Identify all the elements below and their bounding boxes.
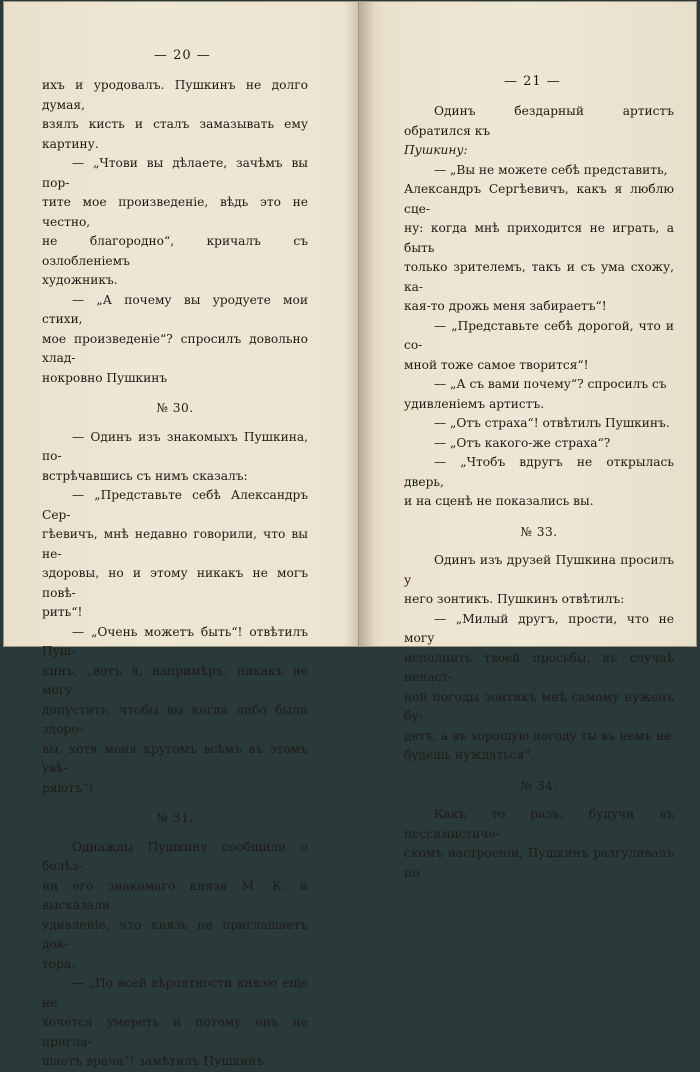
text-line: ной погоды зонтикъ мнѣ самому нуженъ бу- [404, 689, 674, 723]
text-line: — „Представьте себѣ Александръ Сер- [42, 488, 308, 522]
text-line: исполнить твоей просьбы, въ случаѣ ненаст- [404, 650, 674, 684]
text-line: — „А съ вами почему“? спросилъ съ [434, 377, 667, 391]
text-line: ну: когда мнѣ приходится не играть, а быть [404, 221, 674, 255]
text-line: — „А почему вы уродуете мои стихи, [42, 292, 308, 326]
text-line: рить“! [42, 605, 83, 619]
text-line: мной тоже самое творится“! [404, 357, 589, 372]
text-line: — „Вы не можете себѣ представить, [434, 162, 668, 177]
text-line: него зонтикъ. Пушкинъ отвѣтилъ: [404, 592, 625, 606]
section-heading: № 31. [156, 811, 194, 825]
text-line: удивленіемъ артистъ. [404, 396, 545, 411]
section-heading: № 34. [520, 778, 558, 793]
text-line: — „Представьте себѣ дорогой, что и со- [404, 318, 674, 352]
text-line: вы, хотя меня кругомъ всѣмъ въ этомъ увѣ- [42, 741, 308, 775]
text-line: тора. [42, 956, 76, 971]
text-line: гѣевичъ, мнѣ недавно говорили, что вы не- [42, 527, 308, 561]
book-spread [4, 2, 696, 1068]
text-line: Пушкину: [404, 143, 468, 157]
text-line: — „Отъ какого-же страха“? [434, 435, 611, 450]
left-page-text [42, 76, 308, 1072]
text-line: — „Милый другъ, прости, что не могу [404, 611, 674, 645]
page-number-left: — 20 — [154, 48, 211, 63]
text-line: кинъ, „вотъ я, напримѣръ, никакъ не могу [42, 663, 308, 697]
text-line: нокровно Пушкинъ [42, 370, 168, 385]
text-line: шаетъ врача“! замѣтилъ Пушкинъ. [42, 1054, 269, 1068]
text-line: встрѣчавшись съ нимъ сказалъ: [42, 468, 248, 483]
text-line: — Одинъ изъ знакомыхъ Пушкина, по- [42, 429, 308, 463]
text-line: только зрителемъ, такъ и съ ума схожу, ка- [404, 260, 674, 294]
text-line: художникъ. [42, 273, 118, 287]
section-heading: № 30. [156, 401, 194, 415]
right-page-text [404, 102, 674, 883]
left-page [4, 2, 359, 1068]
text-line: взялъ кисть и сталъ замазывать ему картину. [42, 117, 308, 151]
text-line: — „Отъ страха“! отвѣтилъ Пушкинъ. [434, 416, 670, 430]
text-line: не благородно“, кричалъ съ озлобленіемъ [42, 234, 308, 268]
text-line: и на сценѣ не показались вы. [404, 494, 594, 508]
text-line: ни его знакомаго князя М. К. и высказали [42, 878, 308, 912]
text-line: скомъ настроеніи, Пушкинъ разгуливалъ по [404, 846, 674, 880]
text-line: — „Очень можетъ быть“! отвѣтилъ Пуш- [42, 624, 308, 658]
text-line: удивленіе, что князь не приглашаетъ док- [42, 917, 308, 951]
text-line: кая-то дрожь меня забираетъ“! [404, 299, 607, 313]
text-line: — „Чтобъ вдругъ не открылась дверь, [404, 455, 674, 489]
text-line: детъ, а въ хорошую погоду ты въ немъ не [404, 728, 672, 743]
right-page [359, 2, 696, 880]
text-line: здоровы, но и этому никакъ не могъ повѣ- [42, 566, 308, 600]
text-line: тите мое произведеніе, вѣдь это не честно, [42, 195, 308, 229]
text-line: хочется умереть и потому онъ не пригла- [42, 1015, 308, 1049]
text-line: ряютъ“! [42, 780, 94, 795]
text-line: — „По всей вѣроятности князю еще не [42, 976, 308, 1010]
text-line: допустить, чтобы вы когда либо были здоро- [42, 702, 308, 736]
text-line: Александръ Сергѣевичъ, какъ я люблю сце- [404, 182, 674, 216]
section-heading: № 33. [520, 524, 558, 539]
text-line: будешь нуждаться“. [404, 748, 535, 762]
text-line: Одинъ изъ друзей Пушкина просилъ у [404, 553, 674, 587]
page-number-right: — 21 — [504, 74, 561, 89]
text-line: ихъ и уродовалъ. Пушкинъ не долго думая, [42, 78, 308, 112]
text-line: Какъ то разъ, будучи въ пессимистиче- [404, 807, 674, 841]
text-line: Одинъ бездарный артистъ обратился къ [404, 104, 674, 138]
text-line: мое произведеніе“? спросилъ довольно хлад- [42, 331, 308, 365]
text-line: Однажды Пушкину сообщили о болѣз- [42, 839, 308, 873]
text-line: — „Чтови вы дѣлаете, зачѣмъ вы пор- [42, 156, 308, 190]
